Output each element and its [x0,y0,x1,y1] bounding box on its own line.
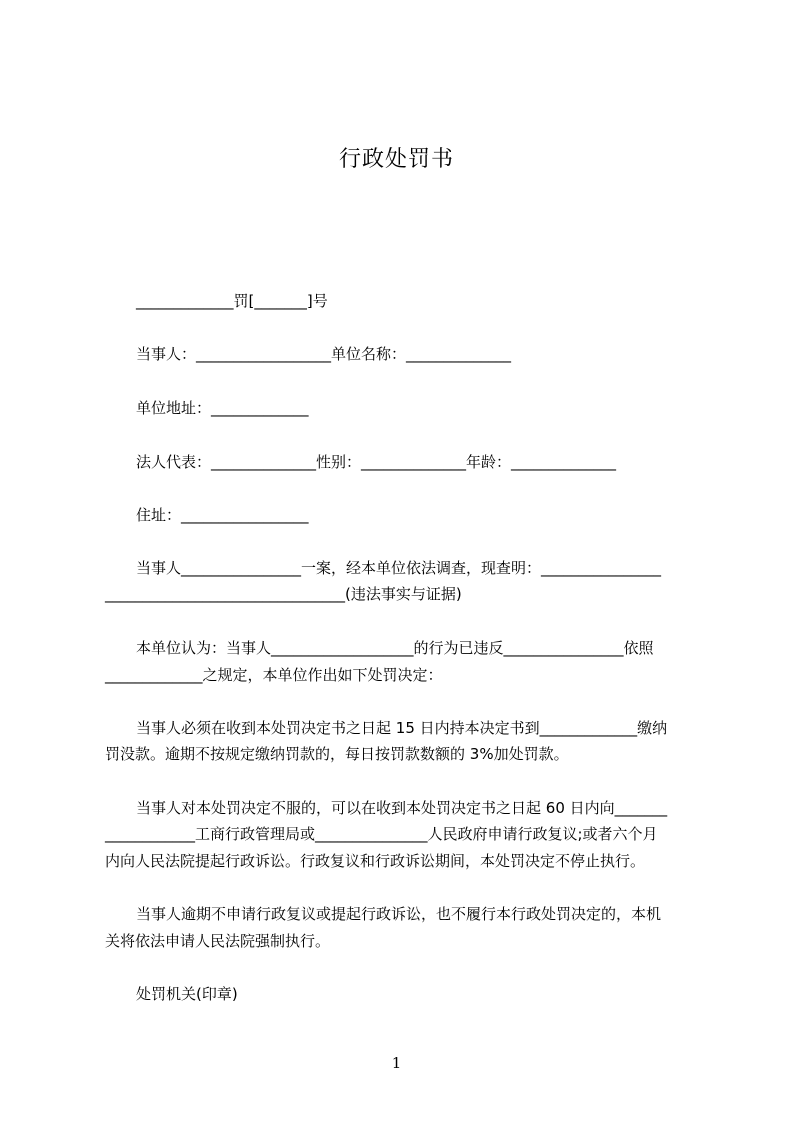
payment-line-1: 当事人必须在收到本处罚决定书之日起 15 日内持本决定书到_____________缴纳 [136,719,668,737]
document-title: 行政处罚书 [338,147,454,172]
appeal-line-1: 当事人对本处罚决定不服的，可以在收到本处罚决定书之日起 60 日内向_______ [136,799,668,817]
finding-line-1: 本单位认为：当事人___________________的行为已违反________________依照 [136,639,654,657]
legal-rep-line: 法人代表：______________性别：______________年龄：______________ [136,453,617,471]
case-number: _____________罚[_______]号 [136,292,328,310]
residence-line: 住址：_________________ [136,506,309,524]
payment-line-2: 罚没款。逾期不按规定缴纳罚款的，每日按罚款数额的 3%加处罚款。 [105,745,569,763]
enforce-line-2: 关将依法申请人民法院强制执行。 [105,932,331,950]
party-line: 当事人：__________________单位名称：______________ [136,345,512,363]
appeal-line-2: ____________工商行政管理局或_______________人民政府申请行政复议;或者六个月 [105,825,658,843]
address-line: 单位地址：_____________ [136,399,309,417]
appeal-line-3: 内向人民法院提起行政诉讼。行政复议和行政诉讼期间，本处罚决定不停止执行。 [105,852,646,870]
page-number: 1 [391,1054,402,1072]
facts-line-2: ________________________________(违法事实与证据) [105,585,462,603]
facts-line-1: 当事人________________一案，经本单位依法调查，现查明：________________ [136,559,662,577]
finding-line-2: _____________之规定，本单位作出如下处罚决定： [105,666,443,684]
authority-line: 处罚机关(印章) [136,985,238,1003]
enforce-line-1: 当事人逾期不申请行政复议或提起行政诉讼，也不履行本行政处罚决定的，本机 [136,905,662,923]
